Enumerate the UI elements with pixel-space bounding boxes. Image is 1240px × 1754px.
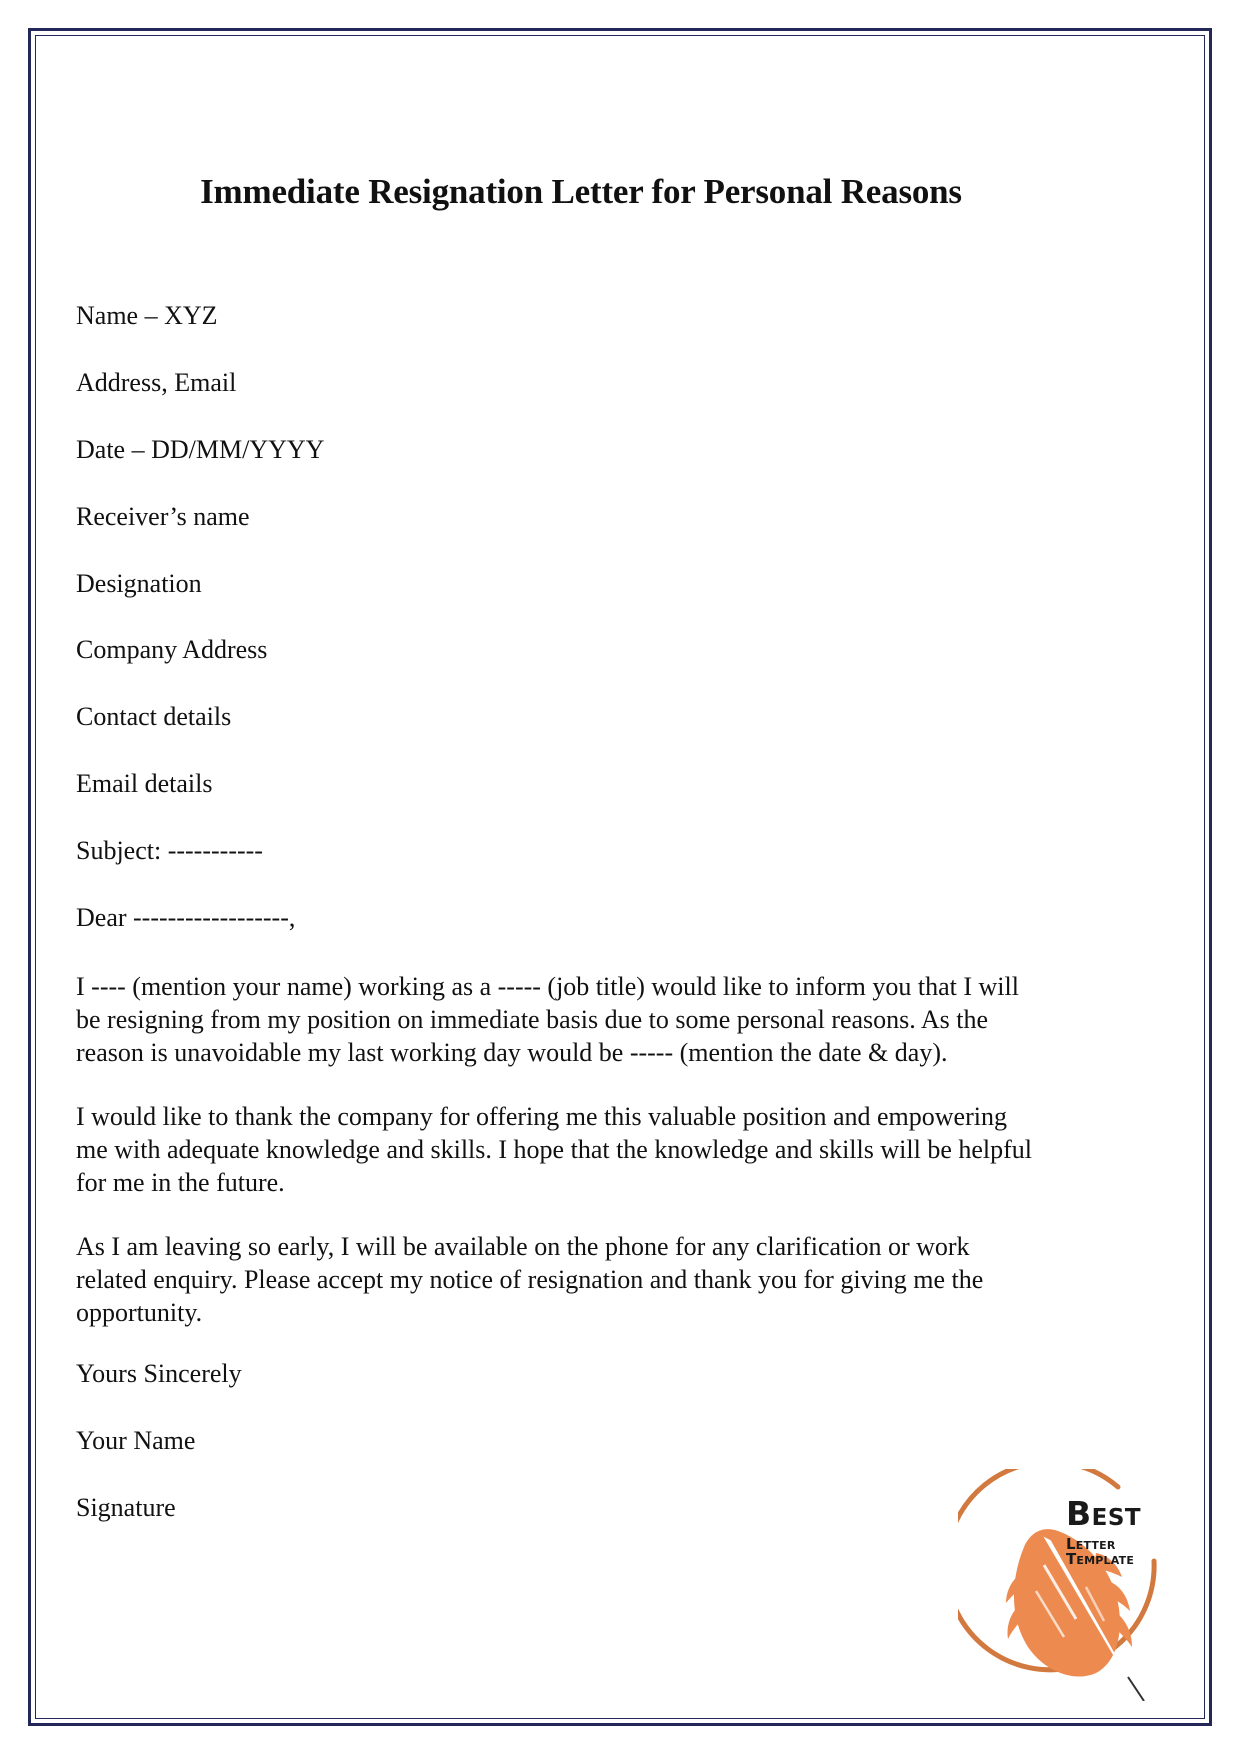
letter-sheet bbox=[76, 136, 1086, 1696]
letter-header-fields bbox=[76, 301, 1086, 933]
body-paragraph-2: I would like to thank the company for offering me this valuable position and empowering me with adequate knowledge and skills. I hope that the knowledge and skills will be helpful for me in the future. bbox=[76, 1101, 1033, 1198]
page-title: Immediate Resignation Letter for Personal Reasons bbox=[200, 172, 962, 211]
brand-logo bbox=[958, 1469, 1183, 1701]
brand-name-primary: Best bbox=[1066, 1494, 1142, 1533]
body-paragraph-1: I ---- (mention your name) working as a ----- (job title) would like to inform you that I will be resigning from my position on immediate basis due to some personal reasons. As the reason is unavoidable my last working day would be ----- (mention the date & day). bbox=[76, 971, 1019, 1068]
field-email-details: Email details bbox=[76, 769, 213, 799]
field-date: Date – DD/MM/YYYY bbox=[76, 434, 325, 464]
closing-signature: Signature bbox=[76, 1493, 176, 1523]
field-sender-address: Address, Email bbox=[76, 367, 237, 397]
field-company-address: Company Address bbox=[76, 635, 268, 665]
letter-closing bbox=[76, 1359, 1086, 1523]
page-border-frame bbox=[28, 28, 1212, 1726]
body-paragraph-3: As I am leaving so early, I will be available on the phone for any clarification or work related enquiry. Please accept my notice of resignation and thank you for giving me the opportunity. bbox=[76, 1231, 984, 1328]
brand-name-secondary: Letter Template bbox=[1066, 1535, 1135, 1568]
field-designation: Designation bbox=[76, 568, 202, 598]
closing-name: Your Name bbox=[76, 1426, 196, 1456]
field-subject: Subject: ----------- bbox=[76, 836, 263, 866]
closing-valediction: Yours Sincerely bbox=[76, 1359, 242, 1389]
field-receiver-name: Receiver’s name bbox=[76, 501, 250, 531]
field-sender-name: Name – XYZ bbox=[76, 301, 218, 330]
field-contact-details: Contact details bbox=[76, 702, 232, 732]
field-salutation: Dear ------------------, bbox=[76, 903, 296, 933]
letter-body bbox=[76, 970, 1086, 1329]
brand-wordmark bbox=[1066, 1494, 1186, 1568]
